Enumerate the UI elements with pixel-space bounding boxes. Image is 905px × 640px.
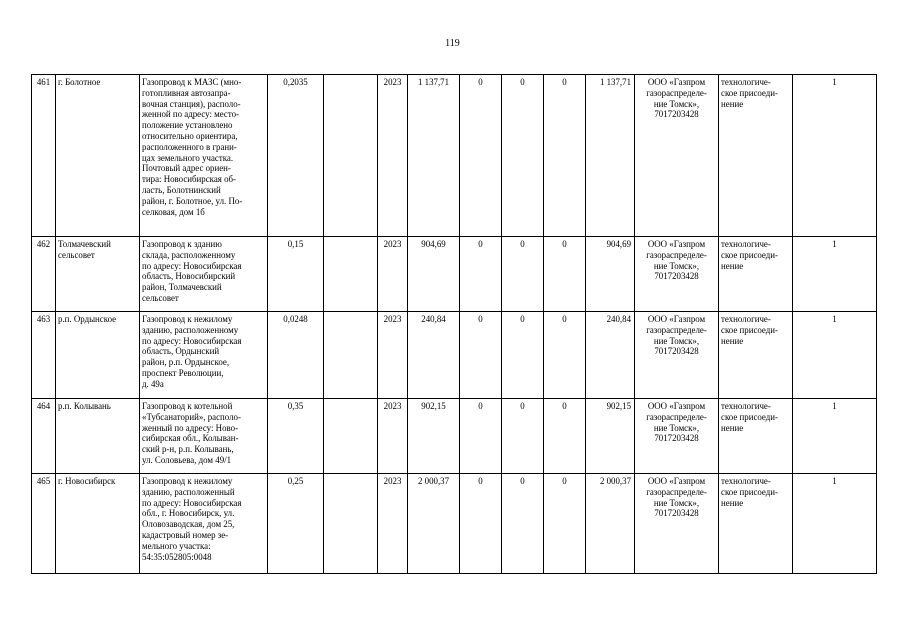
description-cell: Газопровод к МАЗС (мно- готопливная автозапра- вочная станция), располо- женной по адресу: место- положение установлено относительно ориентира, расположенного в грани- цах земельного участка. Почтовый адрес ориен- тира: Новосибирская об- ласть, Болотнинский район, г. Болотное, ул. По- селковая, дом 1б [140, 75, 268, 237]
table-row [32, 312, 877, 399]
year-cell: 2023 [378, 474, 408, 574]
table-row [32, 399, 877, 474]
length-cell: 0,15 [268, 237, 324, 312]
description-cell: Газопровод к котельной «Тубсанаторий», располо- женный по адресу: Ново- сибирская обл., Колыван- ский р-н, р.п. Колывань, ул. Соловьева, дом 49/1 [140, 399, 268, 474]
year-cell: 2023 [378, 75, 408, 237]
page-number: 119 [445, 38, 460, 49]
table-row [32, 474, 877, 574]
value-1-cell: 0 [460, 75, 502, 237]
value-2-cell: 0 [502, 75, 544, 237]
connection-type-cell: технологиче- ское присоеди- нение [719, 474, 793, 574]
settlement-cell: г. Болотное [56, 75, 140, 237]
connection-type-cell: технологиче- ское присоеди- нение [719, 399, 793, 474]
length-cell: 0,35 [268, 399, 324, 474]
year-cell: 2023 [378, 312, 408, 399]
settlement-cell: г. Новосибирск [56, 474, 140, 574]
description-cell: Газопровод к нежилому зданию, расположенному по адресу: Новосибирская область, Ордынский район, р.п. Ордынское, проспект Революции, д. 49а [140, 312, 268, 399]
total-cost-cell: 902,15 [408, 399, 460, 474]
blank-cell [324, 237, 378, 312]
total-cost-cell: 2 000,37 [408, 474, 460, 574]
blank-cell [324, 75, 378, 237]
value-4-cell: 902,15 [586, 399, 635, 474]
settlement-cell: р.п. Ордынское [56, 312, 140, 399]
year-cell: 2023 [378, 237, 408, 312]
organization-cell: ООО «Газпром газораспределе- ние Томск», 7017203428 [635, 399, 719, 474]
total-cost-cell: 904,69 [408, 237, 460, 312]
description-cell: Газопровод к зданию склада, расположенному по адресу: Новосибирская область, Новосибирский район, Толмачевский сельсовет [140, 237, 268, 312]
length-cell: 0,0248 [268, 312, 324, 399]
blank-cell [324, 399, 378, 474]
registry-table [31, 74, 877, 574]
quantity-cell: 1 [793, 237, 877, 312]
description-cell: Газопровод к нежилому зданию, расположенный по адресу: Новосибирская обл., г. Новосибирск, ул. Оловозаводская, дом 25, кадастровый номер зе- мельного участка: 54:35:052805:0048 [140, 474, 268, 574]
table-row [32, 237, 877, 312]
length-cell: 0,25 [268, 474, 324, 574]
blank-cell [324, 474, 378, 574]
value-3-cell: 0 [544, 75, 586, 237]
value-3-cell: 0 [544, 399, 586, 474]
value-3-cell: 0 [544, 237, 586, 312]
value-1-cell: 0 [460, 474, 502, 574]
value-3-cell: 0 [544, 474, 586, 574]
total-cost-cell: 240,84 [408, 312, 460, 399]
quantity-cell: 1 [793, 399, 877, 474]
value-2-cell: 0 [502, 312, 544, 399]
row-number: 462 [32, 237, 56, 312]
value-4-cell: 904,69 [586, 237, 635, 312]
blank-cell [324, 312, 378, 399]
quantity-cell: 1 [793, 312, 877, 399]
value-2-cell: 0 [502, 237, 544, 312]
value-1-cell: 0 [460, 399, 502, 474]
settlement-cell: р.п. Колывань [56, 399, 140, 474]
row-number: 461 [32, 75, 56, 237]
connection-type-cell: технологиче- ское присоеди- нение [719, 237, 793, 312]
quantity-cell: 1 [793, 75, 877, 237]
value-1-cell: 0 [460, 312, 502, 399]
value-2-cell: 0 [502, 474, 544, 574]
year-cell: 2023 [378, 399, 408, 474]
total-cost-cell: 1 137,71 [408, 75, 460, 237]
table-row [32, 75, 877, 237]
value-4-cell: 240,84 [586, 312, 635, 399]
length-cell: 0,2035 [268, 75, 324, 237]
quantity-cell: 1 [793, 474, 877, 574]
organization-cell: ООО «Газпром газораспределе- ние Томск», 7017203428 [635, 237, 719, 312]
value-2-cell: 0 [502, 399, 544, 474]
table-body [32, 75, 877, 574]
connection-type-cell: технологиче- ское присоеди- нение [719, 312, 793, 399]
row-number: 464 [32, 399, 56, 474]
organization-cell: ООО «Газпром газораспределе- ние Томск», 7017203428 [635, 75, 719, 237]
settlement-cell: Толмачевский сельсовет [56, 237, 140, 312]
value-3-cell: 0 [544, 312, 586, 399]
row-number: 465 [32, 474, 56, 574]
row-number: 463 [32, 312, 56, 399]
organization-cell: ООО «Газпром газораспределе- ние Томск», 7017203428 [635, 474, 719, 574]
connection-type-cell: технологиче- ское присоеди- нение [719, 75, 793, 237]
value-1-cell: 0 [460, 237, 502, 312]
organization-cell: ООО «Газпром газораспределе- ние Томск», 7017203428 [635, 312, 719, 399]
value-4-cell: 2 000,37 [586, 474, 635, 574]
value-4-cell: 1 137,71 [586, 75, 635, 237]
